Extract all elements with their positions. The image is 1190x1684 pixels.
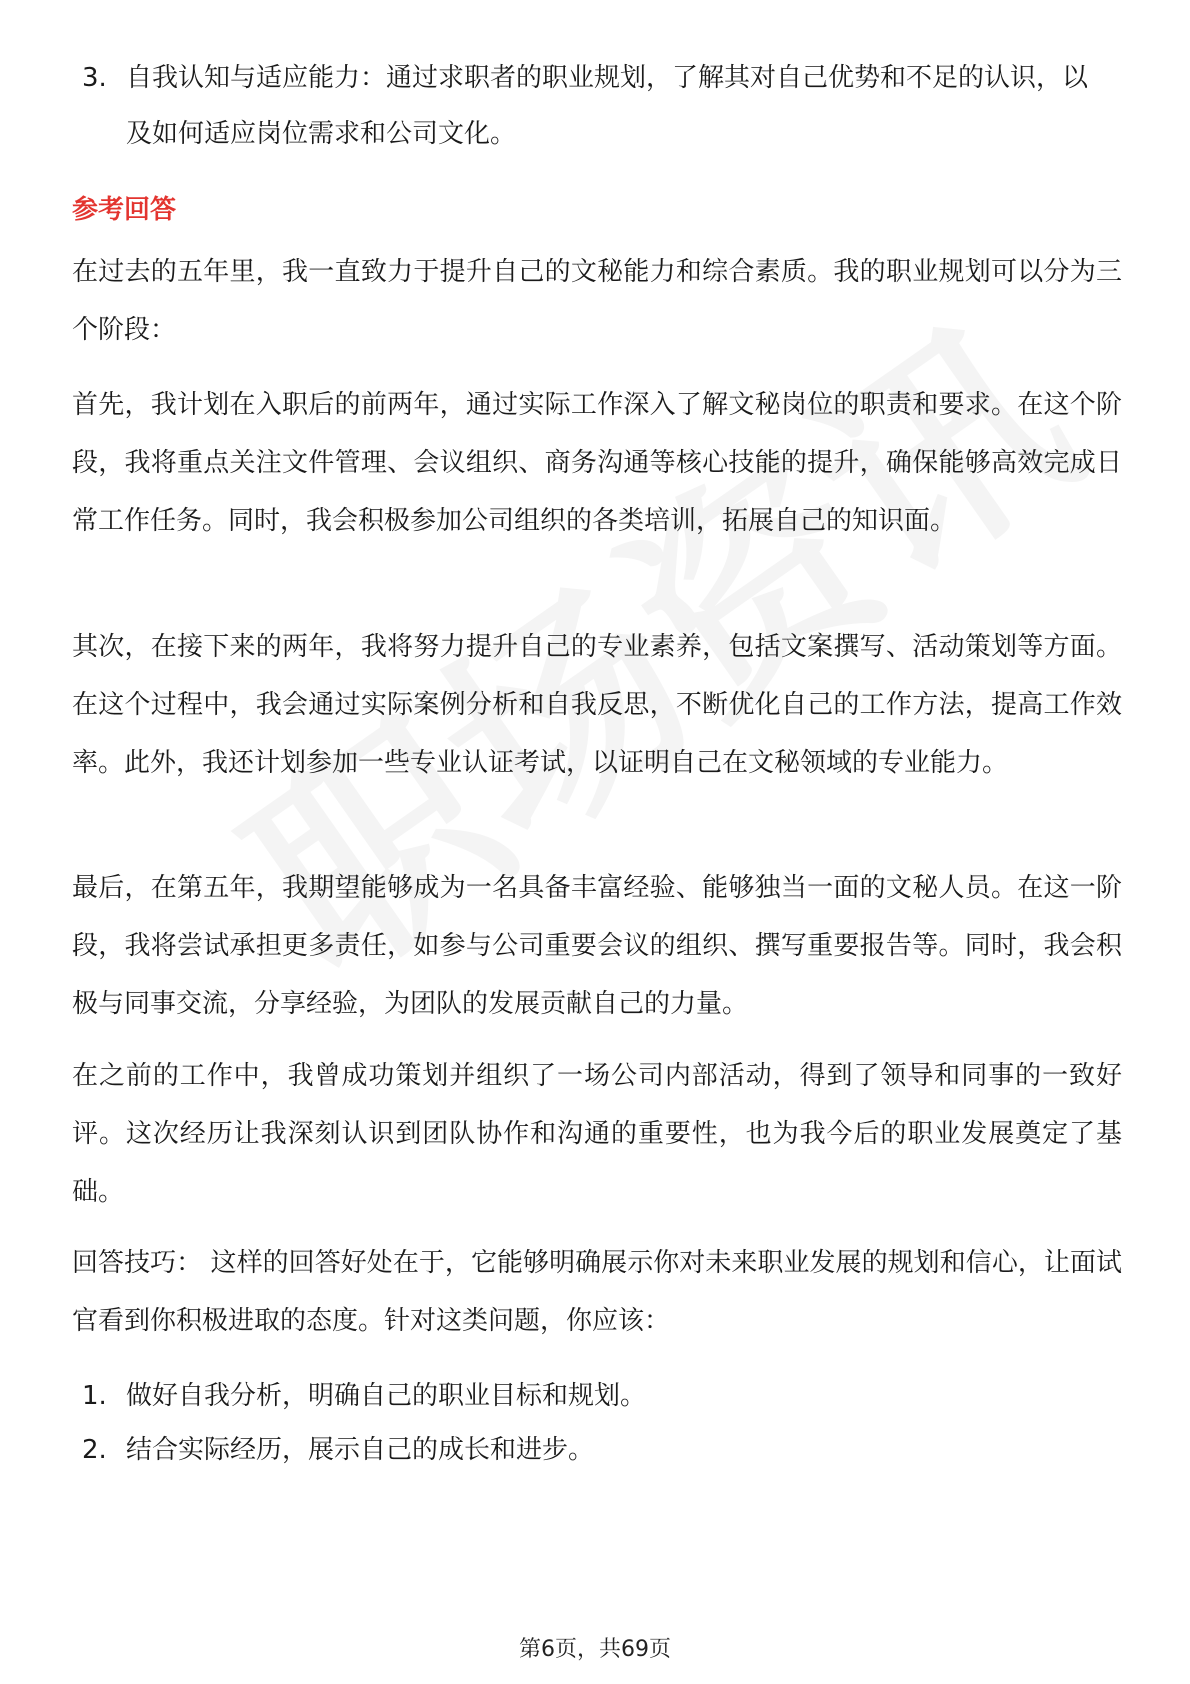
list-item xyxy=(82,1422,1112,1478)
list-text: 自我认知与适应能力：通过求职者的职业规划，了解其对自己优势和不足的认识，以及如何适应岗位需求和公司文化。 xyxy=(126,63,1089,149)
list-item xyxy=(82,50,1112,162)
paragraph: 在之前的工作中，我曾成功策划并组织了一场公司内部活动，得到了领导和同事的一致好评。这次经历让我深刻认识到团队协作和沟通的重要性，也为我今后的职业发展奠定了基础。 xyxy=(72,1061,1122,1207)
list-number: 2. xyxy=(82,1435,107,1465)
page-footer: 第6页，共69页 xyxy=(519,1637,671,1662)
list-text: 做好自我分析，明确自己的职业目标和规划。 xyxy=(126,1381,647,1411)
paragraph: 其次，在接下来的两年，我将努力提升自己的专业素养，包括文案撰写、活动策划等方面。在这个过程中，我会通过实际案例分析和自我反思，不断优化自己的工作方法，提高工作效率。此外，我还计划参加一些专业认证考试，以证明自己在文秘领域的专业能力。 xyxy=(72,632,1122,778)
paragraph: 首先，我计划在入职后的前两年，通过实际工作深入了解文秘岗位的职责和要求。在这个阶段，我将重点关注文件管理、会议组织、商务沟通等核心技能的提升，确保能够高效完成日常工作任务。同时，我会积极参加公司组织的各类培训，拓展自己的知识面。 xyxy=(72,390,1122,536)
paragraph: 在过去的五年里，我一直致力于提升自己的文秘能力和综合素质。我的职业规划可以分为三个阶段： xyxy=(72,257,1122,345)
list-number: 1. xyxy=(82,1381,107,1411)
list-item xyxy=(82,1368,1112,1424)
list-text: 结合实际经历，展示自己的成长和进步。 xyxy=(126,1435,595,1465)
section-heading: 参考回答 xyxy=(72,195,177,225)
paragraph: 最后，在第五年，我期望能够成为一名具备丰富经验、能够独当一面的文秘人员。在这一阶段，我将尝试承担更多责任，如参与公司重要会议的组织、撰写重要报告等。同时，我会积极与同事交流，分享经验，为团队的发展贡献自己的力量。 xyxy=(72,873,1122,1019)
list-number: 3. xyxy=(82,63,107,93)
paragraph: 回答技巧： 这样的回答好处在于，它能够明确展示你对未来职业发展的规划和信心，让面试官看到你积极进取的态度。针对这类问题，你应该： xyxy=(72,1248,1122,1336)
